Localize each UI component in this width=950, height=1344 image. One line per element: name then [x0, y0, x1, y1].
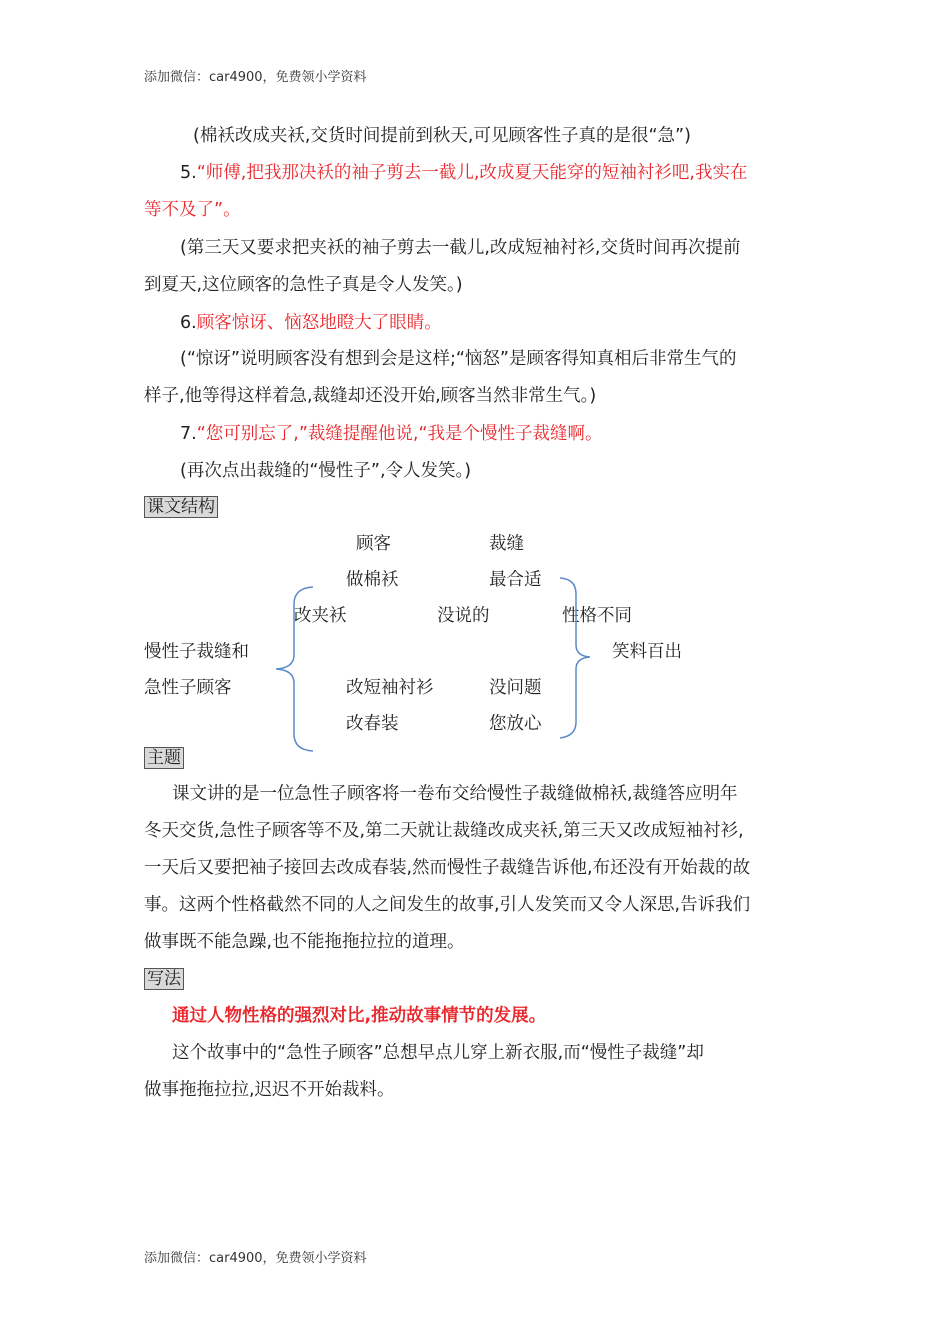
writing-text: 做事拖拖拉拉,迟迟不开始裁料。	[144, 1080, 395, 1100]
section-label-theme: 主题	[144, 747, 184, 769]
theme-text: 做事既不能急躁,也不能拖拖拉拉的道理。	[144, 932, 465, 952]
quote-text: “您可别忘了,”裁缝提醒他说,“我是个慢性子裁缝啊。	[196, 424, 603, 444]
item-number: 5.	[180, 163, 197, 183]
footer-text: 添加微信：car4900，免费领小学资料	[144, 1251, 367, 1266]
quote-text: “师傅,把我那决袄的袖子剪去一截儿,改成夏天能穿的短袖衬衫吧,我实在	[196, 163, 748, 183]
theme-text: 课文讲的是一位急性子顾客将一卷布交给慢性子裁缝做棉袄,裁缝答应明年	[172, 784, 738, 804]
theme-text: 事。这两个性格截然不同的人之间发生的故事,引人发笑而又令人深思,告诉我们	[144, 895, 751, 915]
structure-node: 没问题	[489, 678, 542, 698]
structure-node: 您放心	[489, 714, 542, 734]
paragraph-text: (再次点出裁缝的“慢性子”,令人发笑。)	[180, 461, 472, 481]
writing-text: 这个故事中的“急性子顾客”总想早点儿穿上新衣服,而“慢性子裁缝”却	[172, 1043, 704, 1063]
section-label-structure: 课文结构	[144, 496, 218, 518]
item-number: 7.	[180, 424, 197, 444]
structure-node: 改短袖衬衫	[346, 678, 434, 698]
paragraph-text: (棉袄改成夹袄,交货时间提前到秋天,可见顾客性子真的是很“急”)	[193, 126, 691, 146]
structure-node: 性格不同	[562, 606, 632, 626]
left-brace	[276, 587, 313, 751]
section-label-writing: 写法	[144, 968, 184, 990]
theme-text: 冬天交货,急性子顾客等不及,第二天就让裁缝改成夹袄,第三天又改成短袖衬衫,	[144, 821, 744, 841]
paragraph-text: (第三天又要求把夹袄的袖子剪去一截儿,改成短袖衬衫,交货时间再次提前	[180, 238, 741, 258]
structure-node: 没说的	[437, 606, 490, 626]
quote-text: 顾客惊讶、恼怒地瞪大了眼睛。	[196, 313, 442, 333]
paragraph-text: 样子,他等得这样着急,裁缝却还没开始,顾客当然非常生气。)	[144, 386, 597, 406]
paragraph-text: (“惊讶”说明顾客没有想到会是这样;“恼怒”是顾客得知真相后非常生气的	[180, 349, 737, 369]
paragraph-text: 到夏天,这位顾客的急性子真是令人发笑。)	[144, 275, 463, 295]
header-text: 添加微信：car4900，免费领小学资料	[144, 70, 367, 85]
structure-node: 改春装	[346, 714, 399, 734]
right-brace	[560, 578, 590, 738]
structure-node: 做棉袄	[346, 570, 399, 590]
structure-node: 改夹袄	[294, 606, 347, 626]
structure-node: 最合适	[489, 570, 542, 590]
item-number: 6.	[180, 313, 197, 333]
writing-heading: 通过人物性格的强烈对比,推动故事情节的发展。	[172, 1006, 547, 1026]
structure-col-head: 裁缝	[489, 534, 524, 554]
theme-text: 一天后又要把袖子接回去改成春装,然而慢性子裁缝告诉他,布还没有开始裁的故	[144, 858, 751, 878]
structure-node: 急性子顾客	[144, 678, 232, 698]
structure-node: 慢性子裁缝和	[144, 642, 249, 662]
quote-text: 等不及了”。	[144, 200, 241, 220]
structure-col-head: 顾客	[356, 534, 391, 554]
structure-node: 笑料百出	[612, 642, 682, 662]
